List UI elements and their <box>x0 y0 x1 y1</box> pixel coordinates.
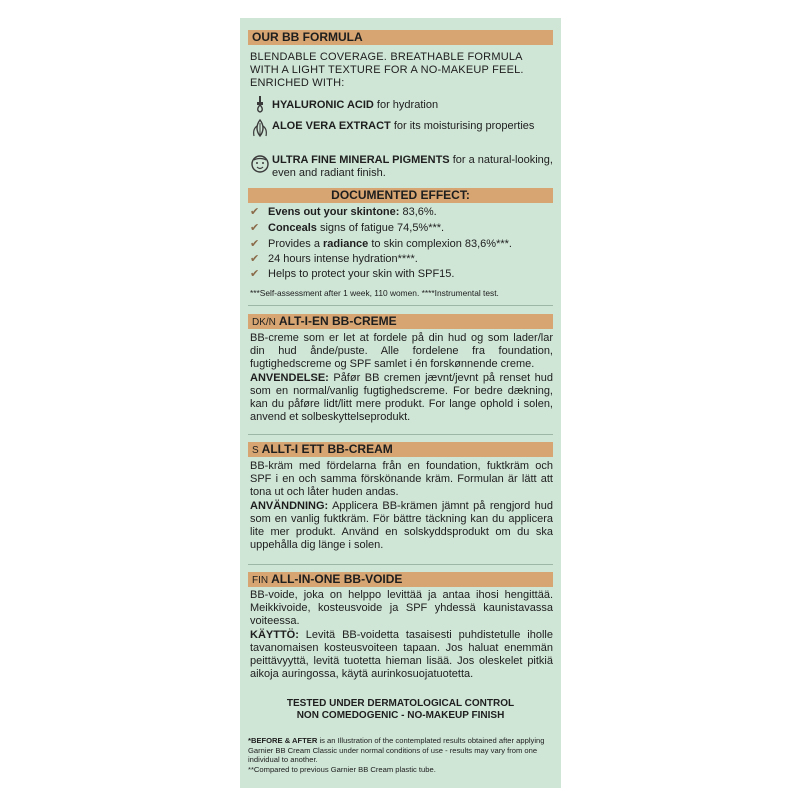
divider <box>248 564 553 565</box>
ingredient-hyaluronic: HYALURONIC ACID for hydration <box>272 99 439 111</box>
check-icon: ✔ <box>250 206 260 218</box>
disclaimer: *BEFORE & AFTER is an Illustration of the contemplated results obtained after applying Garnier BB Cream Classic under normal conditions of use - results may vary from one individual to another. **Compared to previous Garnier BB Cream plastic tube. <box>248 736 545 774</box>
formula-intro: BLENDABLE COVERAGE. BREATHABLE FORMULA WITH A LIGHT TEXTURE FOR A NO-MAKEUP FEEL. ENRICHED WITH: <box>250 51 524 90</box>
check-icon: ✔ <box>250 268 260 280</box>
effect-title: DOCUMENTED EFFECT: <box>248 188 553 203</box>
effect-item: Evens out your skintone: 83,6%. <box>268 206 437 218</box>
check-icon: ✔ <box>250 253 260 265</box>
check-icon: ✔ <box>250 238 260 250</box>
se-title: S ALLT-I ETT BB-CREAM <box>248 442 553 457</box>
ingredient-aloe: ALOE VERA EXTRACT for its moisturising properties <box>272 120 535 132</box>
effect-footnote: ***Self-assessment after 1 week, 110 women. ****Instrumental test. <box>250 288 499 298</box>
effect-item: 24 hours intense hydration****. <box>268 253 418 265</box>
fi-title: FIN ALL-IN-ONE BB-VOIDE <box>248 572 553 587</box>
se-text: BB-kräm med fördelarna från en foundation, fuktkräm och SPF i en och samma förskönande kräm. Formulan är lätt att tona ut och låter huden andas. ANVÄNDNING: Applicera BB-krämen jämnt på rengjord hud som en vanlig fuktkräm. För bättre täckning kan du applicera lite mer produkt. Använd en solskyddsprodukt om du ska uppehålla dig länge i solen. <box>250 460 553 552</box>
product-info-panel <box>240 18 561 788</box>
aloe-leaf-icon <box>250 118 270 138</box>
effect-item: Helps to protect your skin with SPF15. <box>268 268 455 280</box>
ingredient-pigments: ULTRA FINE MINERAL PIGMENTS for a natural-looking, even and radiant finish. <box>272 154 553 180</box>
formula-title: OUR BB FORMULA <box>248 30 553 45</box>
dropper-icon <box>250 94 270 114</box>
effect-item: Conceals signs of fatigue 74,5%***. <box>268 222 445 234</box>
effect-item: Provides a radiance to skin complexion 83,6%***. <box>268 238 512 250</box>
check-icon: ✔ <box>250 222 260 234</box>
divider <box>248 434 553 435</box>
divider <box>248 305 553 306</box>
dk-title: DK/N ALT-I-EN BB-CREME <box>248 314 553 329</box>
dk-text: BB-creme som er let at fordele på din hud og som lader/lar din hud ånde/puste. Alle fordelene fra foundation, fugtighedscreme og SPF samlet i én forskønnende creme. ANVENDELSE: Påfør BB cremen jævnt/jevnt på renset hud som en normal/vanlig fugtighedscreme. For bedre dækning, kan du påføre lidt/litt mere produkt. For lange ophold i solen, anvend et solbeskyttelseprodukt. <box>250 332 553 424</box>
tested-claims: TESTED UNDER DERMATOLOGICAL CONTROL NON COMEDOGENIC - NO-MAKEUP FINISH <box>286 698 515 721</box>
fi-text: BB-voide, joka on helppo levittää ja antaa ihosi hengittää. Meikkivoide, kosteusvoide ja SPF yhdessä kaunistavassa voiteessa. KÄYTTÖ: Levitä BB-voidetta tasaisesti puhdistetulle iholle tavanomaisen kosteusvoiteen tapaan. Jos haluat enemmän peittävyyttä, levitä tuotetta hieman lisää. Jos oleskelet pitkiä aikoja auringossa, käytä aurinkosuojatuotetta. <box>250 589 553 681</box>
face-mask-icon <box>250 154 270 174</box>
